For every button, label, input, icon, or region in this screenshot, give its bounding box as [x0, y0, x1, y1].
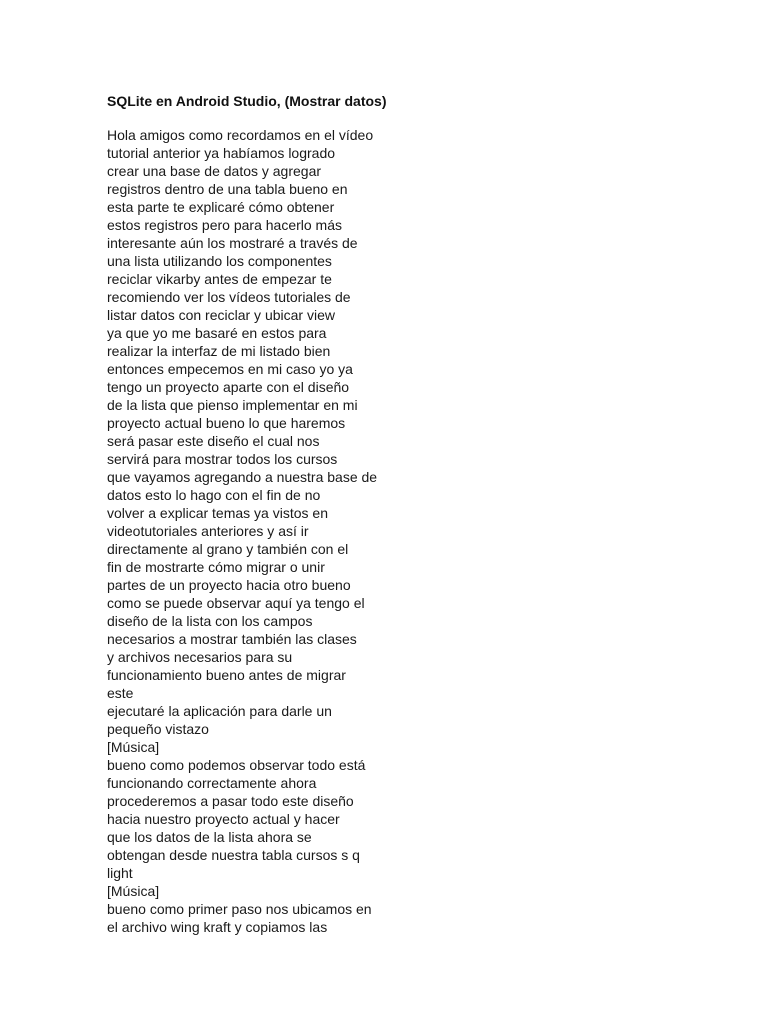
- document-line: servirá para mostrar todos los cursos: [107, 451, 338, 467]
- document-line: funcionando correctamente ahora: [107, 775, 317, 791]
- document-line: funcionamiento bueno antes de migrar: [107, 667, 346, 683]
- document-line: ejecutaré la aplicación para darle un: [107, 703, 332, 719]
- document-line: como se puede observar aquí ya tengo el: [107, 595, 365, 611]
- document-line: estos registros pero para hacerlo más: [107, 217, 342, 233]
- document-body: [107, 126, 427, 936]
- document-line: obtengan desde nuestra tabla cursos s q: [107, 847, 360, 863]
- document-line: una lista utilizando los componentes: [107, 253, 332, 269]
- document-line: este: [107, 685, 134, 701]
- document-line: bueno como podemos observar todo está: [107, 757, 366, 773]
- document-line: proyecto actual bueno lo que haremos: [107, 415, 346, 431]
- document-line: que los datos de la lista ahora se: [107, 829, 312, 845]
- document-line: registros dentro de una tabla bueno en: [107, 181, 348, 197]
- document-line: volver a explicar temas ya vistos en: [107, 505, 328, 521]
- document-line: tengo un proyecto aparte con el diseño: [107, 379, 350, 395]
- document-line: ya que yo me basaré en estos para: [107, 325, 327, 341]
- document-line: hacia nuestro proyecto actual y hacer: [107, 811, 340, 827]
- document-line: será pasar este diseño el cual nos: [107, 433, 320, 449]
- document-line: fin de mostrarte cómo migrar o unir: [107, 559, 325, 575]
- document-line: partes de un proyecto hacia otro bueno: [107, 577, 351, 593]
- document-line: esta parte te explicaré cómo obtener: [107, 199, 335, 215]
- document-line: pequeño vistazo: [107, 721, 209, 737]
- document-line: realizar la interfaz de mi listado bien: [107, 343, 331, 359]
- document-line: light: [107, 865, 133, 881]
- document-line: [Música]: [107, 739, 160, 755]
- document-line: listar datos con reciclar y ubicar view: [107, 307, 335, 323]
- document-line: el archivo wing kraft y copiamos las: [107, 919, 328, 935]
- document-line: tutorial anterior ya habíamos logrado: [107, 145, 336, 161]
- document-line: crear una base de datos y agregar: [107, 163, 322, 179]
- document-line: [Música]: [107, 883, 160, 899]
- document-line: reciclar vikarby antes de empezar te: [107, 271, 332, 287]
- document-line: entonces empecemos en mi caso yo ya: [107, 361, 353, 377]
- document-line: datos esto lo hago con el fin de no: [107, 487, 321, 503]
- document-line: Hola amigos como recordamos en el vídeo: [107, 127, 374, 143]
- document-line: de la lista que pienso implementar en mi: [107, 397, 358, 413]
- document-line: videotutoriales anteriores y así ir: [107, 523, 309, 539]
- document-line: procederemos a pasar todo este diseño: [107, 793, 354, 809]
- document-line: recomiendo ver los vídeos tutoriales de: [107, 289, 351, 305]
- document-line: necesarios a mostrar también las clases: [107, 631, 357, 647]
- document-line: y archivos necesarios para su: [107, 649, 293, 665]
- document-line: interesante aún los mostraré a través de: [107, 235, 358, 251]
- document-line: directamente al grano y también con el: [107, 541, 349, 557]
- document-title: SQLite en Android Studio, (Mostrar datos): [107, 93, 387, 109]
- document-line: bueno como primer paso nos ubicamos en: [107, 901, 372, 917]
- document-line: que vayamos agregando a nuestra base de: [107, 469, 378, 485]
- document-line: diseño de la lista con los campos: [107, 613, 313, 629]
